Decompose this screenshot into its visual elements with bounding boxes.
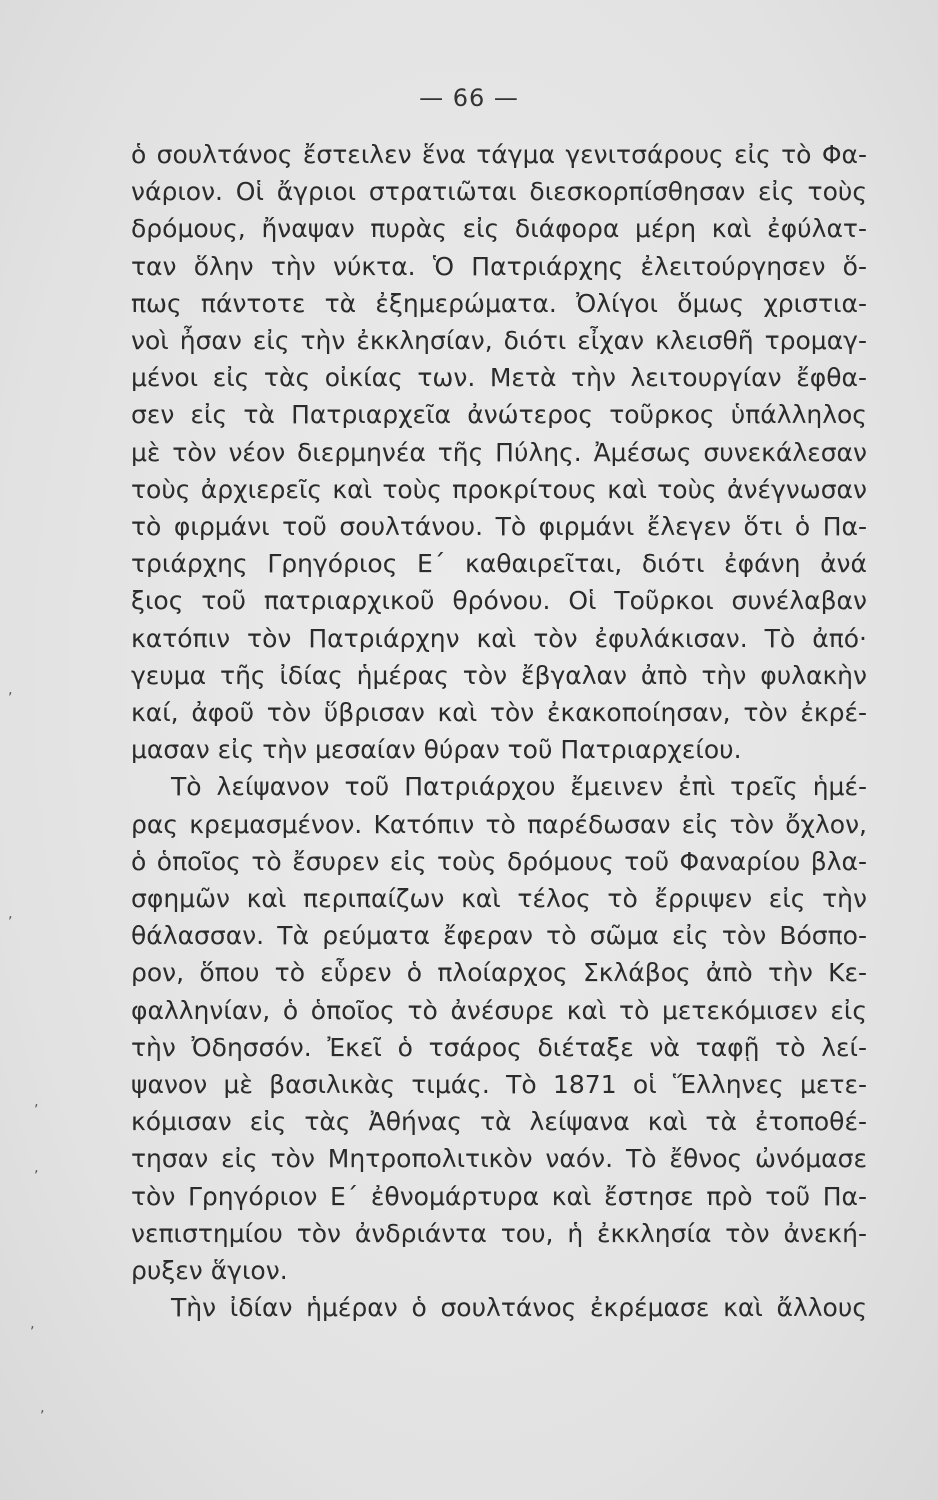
margin-mark: ‚ — [34, 1160, 39, 1176]
text-line: πως πάντοτε τὰ ἐξημερώματα. Ὀλίγοι ὅμως χριστια- — [131, 288, 867, 318]
text-line: μασαν εἰς τὴν μεσαίαν θύραν τοῦ Πατριαρχείου. — [131, 735, 742, 765]
text-line: κατόπιν τὸν Πατριάρχην καὶ τὸν ἐφυλάκισαν. Τὸ ἀπό· — [131, 623, 867, 653]
text-line: ρον, ὅπου τὸ εὗρεν ὁ πλοίαρχος Σκλάβος ἀπὸ τὴν Κε- — [131, 958, 867, 988]
text-line: δρόμους, ἤναψαν πυρὰς εἰς διάφορα μέρη καὶ ἐφύλατ- — [131, 214, 867, 244]
margin-mark: ‚ — [30, 1316, 35, 1332]
text-line: φαλληνίαν, ὁ ὁποῖος τὸ ἀνέσυρε καὶ τὸ μετεκόμισεν εἰς — [131, 995, 867, 1025]
text-line: ταν ὅλην τὴν νύκτα. Ὁ Πατριάρχης ἐλειτούργησεν ὅ- — [131, 251, 867, 281]
margin-mark: ‚ — [8, 906, 13, 922]
text-line: τὸ φιρμάνι τοῦ σουλτάνου. Τὸ φιρμάνι ἔλεγεν ὅτι ὁ Πα- — [131, 512, 867, 541]
text-line: μὲ τὸν νέον διερμηνέα τῆς Πύλης. Ἀμέσως συνεκάλεσαν — [131, 437, 867, 467]
margin-mark: ‚ — [34, 1094, 39, 1110]
text-line: τριάρχης Γρηγόριος Ε΄ καθαιρεῖται, διότι ἐφάνη ἀνά — [131, 549, 867, 579]
text-line: Τὸ λείψανον τοῦ Πατριάρχου ἔμεινεν ἐπὶ τρεῖς ἡμέ- — [171, 772, 867, 802]
text-line: θάλασσαν. Τὰ ρεύματα ἔφεραν τὸ σῶμα εἰς τὸν Βόσπο- — [131, 921, 867, 951]
text-line: κόμισαν εἰς τὰς Ἀθήνας τὰ λείψανα καὶ τὰ ἐτοποθέ- — [131, 1107, 867, 1137]
text-line: νεπιστημίου τὸν ἀνδριάντα του, ἡ ἐκκλησία τὸν ἀνεκή- — [131, 1218, 867, 1248]
margin-mark: ‚ — [40, 1400, 45, 1416]
text-line: νοὶ ἦσαν εἰς τὴν ἐκκλησίαν, διότι εἶχαν κλεισθῆ τρομαγ- — [131, 326, 867, 355]
text-line: σφημῶν καὶ περιπαίζων καὶ τέλος τὸ ἔρριψεν εἰς τὴν — [131, 884, 867, 913]
text-line: τὴν Ὀδησσόν. Ἐκεῖ ὁ τσάρος διέταξε νὰ ταφῇ τὸ λεί- — [131, 1032, 867, 1062]
text-line: ρας κρεμασμένον. Κατόπιν τὸ παρέδωσαν εἰς τὸν ὄχλον, — [131, 809, 867, 839]
text-line: ὁ ὁποῖος τὸ ἔσυρεν εἰς τοὺς δρόμους τοῦ Φαναρίου βλα- — [131, 846, 867, 876]
text-line: καί, ἀφοῦ τὸν ὕβρισαν καὶ τὸν ἐκακοποίησαν, τὸν ἐκρέ- — [131, 698, 867, 727]
text-line: γευμα τῆς ἰδίας ἡμέρας τὸν ἔβγαλαν ἀπὸ τὴν φυλακὴν — [131, 660, 867, 690]
text-line: σεν εἰς τὰ Πατριαρχεῖα ἀνώτερος τοῦρκος ὑπάλληλος — [131, 400, 867, 430]
text-line: τησαν εἰς τὸν Μητροπολιτικὸν ναόν. Τὸ ἔθνος ὠνόμασε — [131, 1144, 867, 1174]
text-line: ξιος τοῦ πατριαρχικοῦ θρόνου. Οἱ Τοῦρκοι συνέλαβαν — [131, 586, 867, 616]
text-line: ρυξεν ἅγιον. — [131, 1256, 288, 1285]
text-line: τοὺς ἀρχιερεῖς καὶ τοὺς προκρίτους καὶ τοὺς ἀνέγνωσαν — [131, 474, 867, 504]
text-line: νάριον. Οἱ ἄγριοι στρατιῶται διεσκορπίσθησαν εἰς τοὺς — [131, 177, 867, 207]
page-number: — 66 — — [419, 84, 519, 112]
text-line: τὸν Γρηγόριον Ε΄ ἐθνομάρτυρα καὶ ἔστησε πρὸ τοῦ Πα- — [131, 1181, 867, 1211]
text-line: μένοι εἰς τὰς οἰκίας των. Μετὰ τὴν λειτουργίαν ἔφθα- — [131, 363, 867, 393]
margin-mark: ‚ — [8, 682, 13, 698]
text-line: ὁ σουλτάνος ἔστειλεν ἕνα τάγμα γενιτσάρους εἰς τὸ Φα- — [131, 140, 867, 169]
text-line: Τὴν ἰδίαν ἡμέραν ὁ σουλτάνος ἐκρέμασε καὶ ἄλλους — [171, 1293, 867, 1323]
text-line: ψανον μὲ βασιλικὰς τιμάς. Τὸ 1871 οἱ Ἕλληνες μετε- — [131, 1070, 867, 1099]
